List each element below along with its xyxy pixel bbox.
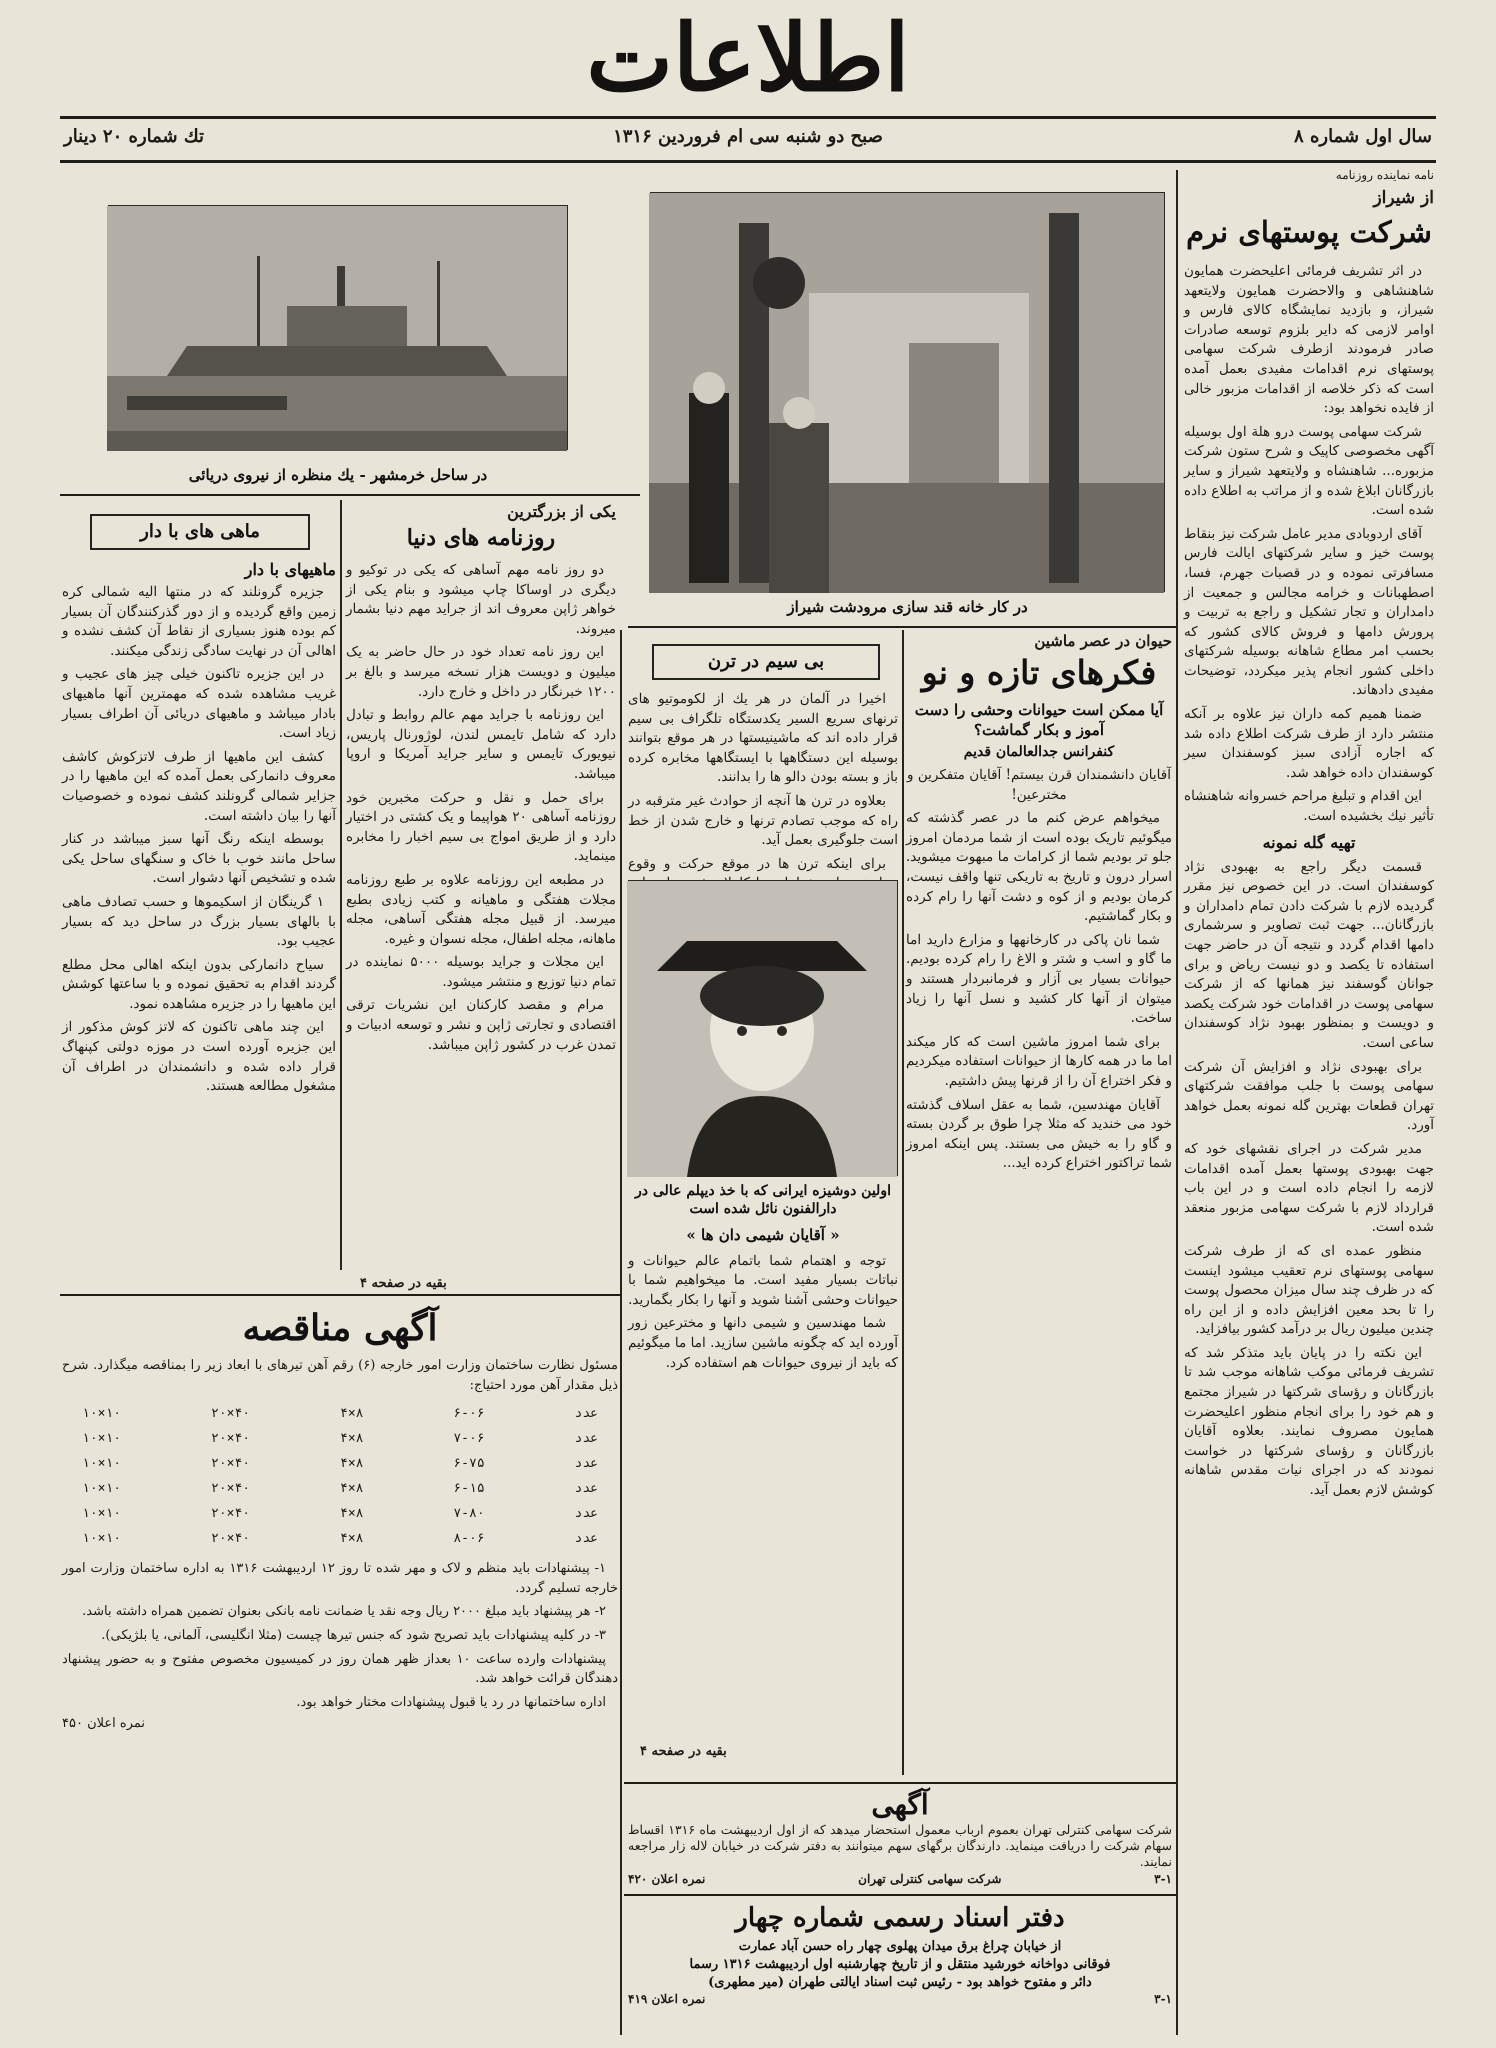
right-paragraph: ضمنا همیم کمه داران نیز علاوه بر آنکه منتشر دارد از طرف شرکت اطلاع داده شد که اجاره آزادی سبز کوسفندان سیر کوسفندان داده خواهد شد.	[1184, 706, 1434, 781]
wire-paragraph: بعلاوه در ترن ها آنچه از حوادث غیر مترقبه در راه که موجب تصادم ترنها و خارج شدن از خط است جلوگیری بعمل آید.	[628, 792, 898, 849]
newspapers-paragraph: برای حمل و نقل و حرکت مخبرین خود روزنامه آساهی ۲۰ هواپیما و یک کشتی در اختیار دارد و از طریق امواج بی سیم اخبار را مخابره مینماید.	[346, 789, 617, 865]
whale-paragraph: سیاح دانمارکی بدون اینکه اهالی محل مطلع گردند اقدام به تحقیق نموده و با ساعتها کوشش این ماهیها را در جزیره مشاهده نمود.	[62, 956, 336, 1012]
masthead-rule-top	[60, 116, 1436, 119]
col-divider-right	[1176, 170, 1178, 2035]
table-row	[62, 1401, 618, 1426]
right-kicker: نامه نماینده روزنامه	[1335, 168, 1434, 182]
table-cell: ۴۰×۲۰	[211, 1431, 251, 1447]
table-cell: ۱۰×۱۰	[82, 1531, 122, 1547]
thoughts-paragraph: میخواهم عرض کنم ما در عصر گذشته که میگوئیم تاریک بوده است از شما مردمان امروز جلو تر بودیم شما از کرامات ما مبهوت میشوید. اسرار درون و تاریخ به تاریکی تنها واقف نیست، کرمان بودیم و از کوه و دشت آنها را رام کرده و بکار گماشتیم.	[906, 810, 1172, 925]
ad-one-body: شرکت سهامی کنترلی تهران بعموم ارباب معمول استحضار میدهد که از اول اردیبهشت ماه ۱۳۱۶ اقساط سهام شرکت را دریافت مینماید. دارندگان برگهای سهم میتوانند به دفتر شرکت در خیابان لاله زار مراجعه نمایند.	[628, 1822, 1172, 1869]
thoughts-paragraph: برای شما امروز ماشین است که کار میکند اما ما در همه کارها از حیوانات استفاده میکردیم و فکر اختراع آن را از قرنها پیش داشتیم.	[906, 1033, 1172, 1089]
ad-one	[628, 1788, 1172, 1890]
table-cell: ۶-۰۶	[453, 1406, 485, 1422]
thoughts-subhead: « آقایان شیمی دان ها »	[686, 1226, 840, 1244]
newspapers-paragraph: دو روز نامه مهم آساهی که یکی در توکیو و دیگری در اوساکا چاپ میشود و بنام یکی از خواهر ژاپن معروف اند از جراید مهم دنیا بشمار میروند.	[346, 562, 616, 637]
table-row	[62, 1426, 618, 1451]
thoughts-body	[906, 809, 1172, 1174]
whale-paragraph: این چند ماهی تاکنون که لاتز کوش مذکور از این جزیره آورده است در موزه دولتی کپنهاگ قرار داده شده و دانشمندان در اطراف آن مشغول مطالعه هستند.	[62, 1019, 336, 1095]
table-cell: ۷-۰۶	[453, 1431, 485, 1447]
thoughts-headline: فکرهای تازه و نو	[921, 653, 1157, 692]
ad-one-sign: شرکت سهامی کنترلی تهران	[858, 1872, 1002, 1886]
col-divider-thoughts	[902, 630, 904, 1775]
right-from: از شیراز	[1373, 188, 1434, 208]
table-cell: ۸×۴	[340, 1431, 364, 1447]
table-cell: عدد	[574, 1506, 598, 1522]
whale-paragraph: جزیره گرونلند که در منتها الیه شمالی کره زمین واقع گردیده و از دور گذرکنندگان آن بسیار کم بوده هنوز بسیاری از نقاط آن کشف نشده و اهالی آن در نهایت سادگی زندگی میکنند.	[62, 584, 336, 659]
newspapers-paragraph: این مجلات و جراید بوسیله ۵۰۰۰ نماینده در تمام دنیا توزیع و منتشر میشود.	[346, 954, 616, 990]
table-cell: عدد	[574, 1531, 598, 1547]
tender-note: ۱- پیشنهادات باید منظم و لاک و مهر شده تا روز ۱۲ اردیبهشت ۱۳۱۶ به اداره ساختمان وزارت امور خارجه تسلیم گردد.	[62, 1561, 618, 1596]
right-headline: شرکت پوستهای نرم	[1186, 215, 1432, 249]
wire-paragraph: برای اینکه ترن ها در موقع حرکت و وقوع	[628, 855, 886, 872]
right-paragraph: در اثر تشریف فرمائی اعلیحضرت همایون شاهنشاهی و والاحضرت همایون ولایتعهد شیراز، و بازدید نمایشگاه کالای فارس و اوامر لازمی که دایر بلزوم توسعه صادرات صادر فرمودند ازطرف شرکت سهامی پوستهای نرم اقدامات مفیدی بعمل آمده است که ذکر خلاصه از اقدامات مزبور خالی از فایده نخواهد بود:	[1184, 263, 1434, 417]
thoughts-deck: آیا ممکن است حیوانات وحشی را دست آموز و بکار گماشت؟	[914, 701, 1164, 739]
wire-paragraph: اخیرا در آلمان در هر یك از لکوموتیو های ترنهای سریع السیر یکدستگاه تلگراف بی سیم قرار داده اند که ماشینیستها در هر موقع بتوانند بوسیله این دستگاهها با ایستگاهها مخابره کرده باز و بسته بودن دالو ها را بدانند.	[628, 691, 898, 786]
newspapers-headline: روزنامه های دنیا	[406, 525, 556, 551]
thoughts-paragraph: آقایان مهندسین، شما به عقل اسلاف گذشته خود می خندید که مثلا چرا طوق بر گردن بسته و گاو را به خیش می بستند. پس اینکه امروز شما تراکتور اختراع کرده اید...	[906, 1096, 1172, 1172]
tender-note: ۳- در کلیه پیشنهادات باید تصریح شود که جنس تیرها چیست (مثلا انگلیسی، آلمانی، یا بلژیکی).	[101, 1627, 606, 1643]
ad-two-line-2: فوقانی دواخانه خورشید منتقل و از تاریخ چهارشنبه اول اردیبهشت ۱۳۱۶ رسما	[689, 1957, 1111, 1972]
table-cell: ۷-۸۰	[453, 1506, 485, 1522]
whale-title-box	[90, 514, 310, 550]
factory-photo	[650, 192, 1165, 592]
table-cell: ۴۰×۲۰	[211, 1456, 251, 1472]
bottom-rule-left	[60, 1294, 622, 1296]
wire-body	[628, 690, 898, 872]
dateline-date: صبح دو شنبه سی ام فروردین ۱۳۱۶	[613, 126, 883, 147]
thoughts-paragraph: توجه و اهتمام شما باتمام عالم حیوانات و نباتات بسیار مفید است. ما میخواهیم شما با حیوانات وحشی آشنا شوید و آنها را بکار بگمارید.	[628, 1252, 898, 1308]
wire-title: بی سیم در ترن	[707, 651, 825, 672]
thoughts-deck-2: کنفرانس جدالعالمان قدیم	[963, 744, 1115, 760]
table-row	[62, 1451, 618, 1476]
tender-note: اداره ساختمانها در رد یا قبول پیشنهادات مختار خواهد بود.	[296, 1694, 606, 1710]
tender-ad	[62, 1300, 618, 2030]
tender-number: نمره اعلان ۴۵۰	[62, 1716, 146, 1732]
table-cell: ۴۰×۲۰	[211, 1506, 251, 1522]
whale-body	[62, 583, 336, 1097]
ad-two-line-3: دائر و مفتوح خواهد بود - رئیس ثبت اسناد ایالتی طهران (میر مطهری)	[708, 1975, 1092, 1990]
table-cell: عدد	[574, 1431, 598, 1447]
newspapers-body	[346, 561, 616, 1055]
table-cell: عدد	[574, 1456, 598, 1472]
table-row	[62, 1501, 618, 1526]
thoughts-continuation	[628, 1226, 898, 1736]
tender-notes	[62, 1559, 618, 1712]
newspapers-kicker: یکی از بزرگترین	[507, 502, 616, 521]
table-cell: ۶-۱۵	[453, 1481, 485, 1497]
thoughts-paragraph: شما مهندسین و شیمی دانها و مخترعین زور آورده اید که چگونه ماشین سازید. اما ما میگوئیم که باید از نیروی حیوانات هم استفاده کرد.	[628, 1315, 898, 1371]
right-paragraph: مدیر شرکت در اجرای نقشهای خود که جهت بهبودی پوستها بعمل آمده اقدامات لازمه را انجام داده است و در این باب قرارداد لازم با شرکت سهامی مزبور منعقد شده است.	[1184, 1140, 1434, 1236]
right-paragraph: این نکته را در پایان باید متذکر شد که تشریف فرمائی موکب شاهانه موجب شد تا بازرگانان و رؤسای شرکتها در شیراز مجتمع و هم خود را برای انجام منظور اعلیحضرت همایون مصروف نمایند. بعلاوه آقایان بازرگانان و رؤسای شرکتها در خواست نمودند که در اجرای نیات مقدس شاهانه کوشش لازم بعمل آید.	[1184, 1344, 1434, 1499]
ad-two-title: دفتر اسناد رسمی شماره چهار	[735, 1903, 1065, 1933]
masthead-title: اطلاعات	[586, 4, 910, 112]
table-cell: ۴۰×۲۰	[211, 1531, 251, 1547]
table-cell: ۸×۴	[340, 1531, 364, 1547]
whale-paragraph: ۱ گرینگان از اسکیموها و حسب تصادف ماهی با بالهای بسیار بزرگ در ساحل دید که بسیار عجیب بود.	[62, 893, 336, 950]
wire-title-box	[652, 644, 880, 680]
right-paragraph: شرکت سهامی پوست درو هلة اول بوسیله آگهی مخصوصی کاپیک و شرح ستون شرکت مزبوره... شاهنشاه و ولایتعهد شیراز و سایر بازرگانان ابلاغ شده و از مراتب به اطلاع داده شده است.	[1184, 423, 1434, 519]
thoughts-more: بقیه در صفحه ۴	[640, 1744, 727, 1759]
ad-two-line-1: از خیابان چراغ برق میدان پهلوی چهار راه حسن آباد عمارت	[738, 1939, 1062, 1954]
ad-one-code: ۳-۱	[1154, 1872, 1172, 1886]
table-row	[62, 1526, 618, 1551]
right-paragraph: آقای اردوبادی مدیر عامل شرکت نیز بنقاط پوست خیز و سایر شرکتهای ایالت فارس مسافرتی نموده و در قصبات جهرم، فسا، اصطهبانات و خرامه مجالس و جمعیت از دامداران و تجار تشکیل و راجع به تربیت و پرورش دامها و فروش کالای کشور که بحسب امر مطاع شاهانه بوسیله شرکتهای داخلی کشور انجام پذیر میکردد، توضیحات مفیدی دادهاند.	[1183, 525, 1434, 699]
tender-title: آگهی مناقصه	[242, 1307, 438, 1349]
ship-caption: در ساحل خرمشهر - یك منظره از نیروی دریائی	[188, 466, 488, 484]
ad-one-footer	[628, 1872, 1172, 1886]
right-paragraph: منظور عمده ای که از طرف شرکت سهامی پوستهای نرم تعقیب میشود اینست که در ظرف چند سال میزان محصول پوست را تا بحد معین افزایش داده و از این راه چندین میلیون ریال بر درآمد کشور بیافزاید.	[1184, 1242, 1434, 1338]
mid-rule-left	[60, 494, 640, 496]
thoughts-kicker: حیوان در عصر ماشین	[1034, 632, 1172, 650]
thoughts-column	[906, 632, 1172, 1777]
table-cell: ۸×۴	[340, 1406, 364, 1422]
tender-note: ۲- هر پیشنهاد باید مبلغ ۲۰۰۰ ریال وجه نقد یا ضمانت نامه بانکی بعنوان تضمین همراه داشته باشد.	[82, 1604, 606, 1620]
table-cell: ۱۰×۱۰	[82, 1431, 122, 1447]
girl-photo	[628, 880, 898, 1176]
ad-one-title: آگهی	[871, 1788, 929, 1821]
mid-rule-center	[628, 626, 1176, 628]
whale-headline: ماهیهای با دار	[244, 560, 336, 579]
table-cell: ۴۰×۲۰	[211, 1406, 251, 1422]
dateline-issue: سال اول شماره ۸	[1294, 126, 1432, 147]
right-paragraph: این اقدام و تبلیغ مراحم خسروانه شاهنشاه تأثیر نیك بخشیده است.	[1184, 788, 1434, 825]
thoughts-greeting: آقایان دانشمندان قرن بیستم! آقایان متفکرین و مخترعین!	[907, 767, 1171, 803]
girl-caption: اولین دوشیزه ایرانی که با خذ دیپلم عالی در دارالفنون نائل شده است	[635, 1183, 891, 1217]
right-body	[1184, 262, 1434, 827]
table-cell: ۸×۴	[340, 1506, 364, 1522]
table-cell: ۱۰×۱۰	[82, 1406, 122, 1422]
col-divider-ads	[620, 1300, 622, 2035]
factory-caption: در کار خانه قند سازی مرودشت شیراز	[787, 598, 1028, 616]
table-cell: ۴۰×۲۰	[211, 1481, 251, 1497]
table-row	[62, 1476, 618, 1501]
whale-paragraph: بوسطه اینکه رنگ آنها سبز میباشد در کنار ساحل مانند خوب با خاک و سنگهای ساحل یکی شده و تشخیص آنها دشوار است.	[62, 831, 336, 887]
newspapers-paragraph: این روزنامه با جراید مهم عالم روابط و تبادل دارد که شامل تایمس لندن، لوژورنال پاریس، نیویورک تایمس و سایر جراید آمریکا و اروپا میباشد.	[346, 707, 616, 782]
table-cell: ۸-۰۶	[453, 1531, 485, 1547]
col-divider-newspapers	[340, 500, 342, 1270]
table-cell: عدد	[574, 1481, 598, 1497]
dateline-price: تك شماره ۲۰ دینار	[64, 126, 205, 147]
table-cell: ۶-۷۵	[453, 1456, 485, 1472]
ship-photo	[108, 205, 568, 450]
whale-paragraph: در این جزیره تاکنون خیلی چیز های عجیب و غریب مشاهده شده که مهمترین آنها ماهیهای بادار میباشد و ماهیهای دریائی آن اطراف بسیار زیاد است.	[62, 666, 336, 742]
thoughts-paragraph: شما نان پاکی در کارخانهها و مزارع دارید اما ما گاو و اسب و شتر و الاغ را رام کرده بودیم. حیوانات بسیار بی آزار و فرمانبردار هستند و میتوان از آنها کار کشید و نسل آنها را زیاد ساخت.	[906, 931, 1172, 1027]
table-cell: ۸×۴	[340, 1456, 364, 1472]
right-body-2	[1184, 858, 1434, 1501]
ship-photo-image	[107, 206, 567, 451]
whale-title: ماهی های با دار	[140, 521, 260, 542]
ad-two-footer	[628, 1992, 1172, 2006]
ad-two-number: نمره اعلان ۴۱۹	[628, 1992, 706, 2006]
newspapers-paragraph: مرام و مقصد کارکنان این نشریات ترقی اقتصادی و تجارتی ژاپن و نشر و توسعه ادبیات و تمدن غرب در کشور ژاپن میباشد.	[346, 997, 616, 1053]
bottom-rule-center	[624, 1782, 1176, 1784]
right-subhead: تهیه گله نمونه	[1262, 832, 1356, 852]
factory-photo-image	[649, 193, 1164, 593]
table-cell: ۱۰×۱۰	[82, 1481, 122, 1497]
newspapers-more: بقیه در صفحه ۴	[360, 1276, 447, 1291]
masthead-rule-bottom	[60, 160, 1436, 163]
table-cell: ۸×۴	[340, 1481, 364, 1497]
tender-intro: مسئول نظارت ساختمان وزارت امور خارجه (۶) رقم آهن تیرهای با ابعاد زیر را بمناقصه میگذارد. شرح ذیل مقدار آهن مورد احتیاج:	[62, 1358, 619, 1393]
whale-column	[62, 560, 336, 1280]
table-cell: عدد	[574, 1406, 598, 1422]
right-paragraph: قسمت دیگر راجع به بهبودی نژاد کوسفندان است. در این خصوص نیز مقرر گردیده لازم با شرکت دادن تمام دامداران و بازرگانان... جهت ثبت تصاویر و سرشماری دامها اقدام گردد و نتیجه آن در حاضر جهت استفاده تا یکصد و دو نیست ریاض و برای جوانان گوسفند نیز همانها که از شرکت سهامی پوست در اقدامات خود شرکت یکصد و دویست و بمنظور بهبود نژاد کوسفندان ساعی است.	[1184, 858, 1434, 1051]
ad-one-number: نمره اعلان ۴۲۰	[628, 1872, 706, 1886]
newspapers-paragraph: در مطبعه این روزنامه علاوه بر طبع روزنامه مجلات هفتگی و ماهیانه و کتب زیادی بطبع میرسد. از قبیل مجله هفتگی آساهی، مجله ماهانه، مجله اطفال، مجله نسوان و غیره.	[346, 871, 616, 947]
girl-photo-image	[627, 881, 897, 1177]
ad-two	[628, 1898, 1172, 2034]
bottom-rule-ad	[624, 1894, 1176, 1896]
table-cell: ۱۰×۱۰	[82, 1506, 122, 1522]
whale-paragraph: کشف این ماهیها از طرف لاتزکوش کاشف معروف دانمارکی بعمل آمده که این ماهیها را در جزایر شمالی گرونلند کشف نموده و خصوصیات آنها را بیان داشته است.	[62, 748, 336, 824]
tender-note: پیشنهادات وارده ساعت ۱۰ بعداز ظهر همان روز در کمیسیون مخصوص مفتوح و به حضور پیشنهاد دهندگان قرائت خواهد شد.	[62, 1651, 618, 1687]
right-column	[1184, 168, 1434, 2038]
table-cell: ۱۰×۱۰	[82, 1456, 122, 1472]
ad-two-code: ۳-۱	[1154, 1992, 1172, 2006]
tender-table	[62, 1401, 618, 1551]
right-paragraph: برای بهبودی نژاد و افزایش آن شرکت سهامی پوست با جلب موافقت شرکتهای تهران قطعات بهترین گله نمونه بعمل خواهد آورد.	[1184, 1058, 1434, 1134]
newspapers-paragraph: این روز نامه تعداد خود در حال حاضر به یک میلیون و دویست هزار نسخه میرسد و بالغ بر ۱۲۰۰ خبرنگار در داخل و خارج دارد.	[346, 644, 616, 700]
newspapers-column	[346, 502, 616, 1280]
